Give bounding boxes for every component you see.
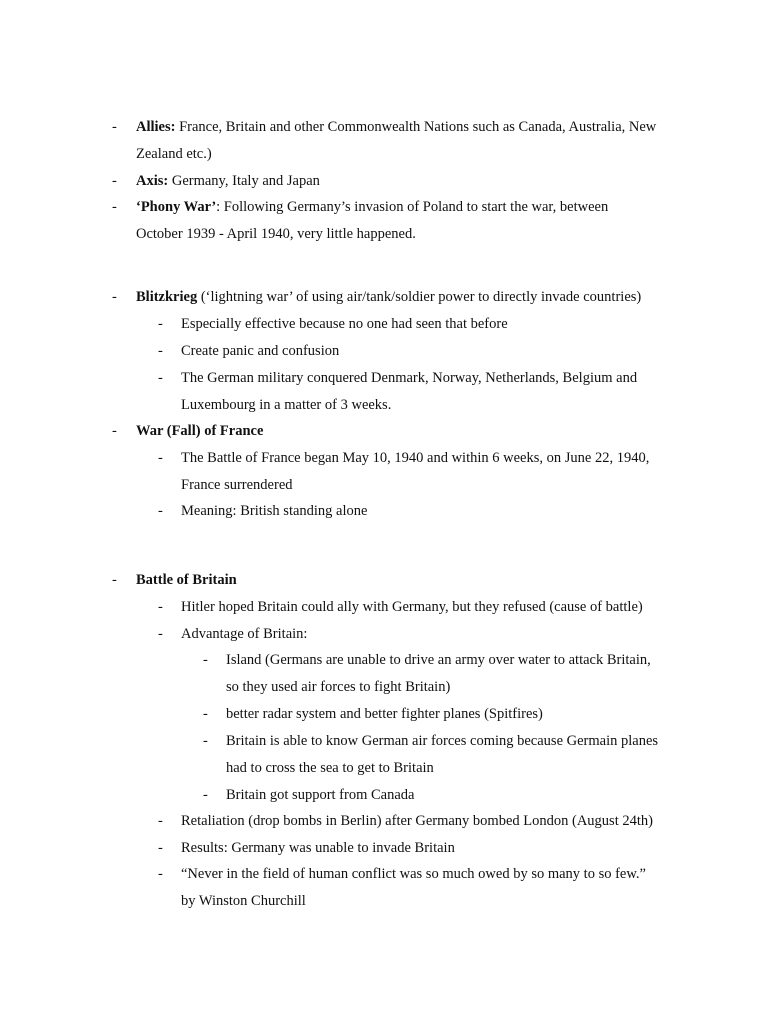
bullet-text [181,621,307,648]
bullet-text [181,338,339,365]
text-line: October 1939 - April 1940, very little happened. [136,226,416,242]
bullet-dash: - [158,316,163,332]
bullet-dash: - [158,599,163,615]
text-line: (‘lightning war’ of using air/tank/soldier power to directly invade countries) [197,289,642,305]
text-line: Germany, Italy and Japan [168,173,320,189]
text-line: Zealand etc.) [136,146,212,162]
text-line: : Following Germany’s invasion of Poland to start the war, between [216,199,609,215]
bullet-dash: - [112,572,117,588]
bullet-text [181,365,637,419]
term-bold: Blitzkrieg [136,289,198,305]
text-line: The German military conquered Denmark, Norway, Netherlands, Belgium and [181,370,638,386]
bullet-dash: - [158,343,163,359]
bullet-text [136,567,237,594]
bullet-dash: - [203,733,208,749]
bullet-dash: - [112,289,117,305]
bullet-text [226,782,414,809]
text-line: Island (Germans are unable to drive an army over water to attack Britain, [226,652,651,668]
text-line: “Never in the field of human conflict was so much owed by so many to so few.” [181,866,646,882]
bullet-text [226,647,651,701]
bullet-text [181,808,653,835]
bullet-dash: - [112,199,117,215]
text-line: Meaning: British standing alone [181,503,368,519]
text-line: had to cross the sea to get to Britain [226,760,434,776]
bullet-text [181,311,508,338]
bullet-text [226,728,658,782]
bullet-text [136,114,656,168]
bullet-text [136,284,641,311]
text-line: so they used air forces to fight Britain) [226,679,451,695]
text-line: Hitler hoped Britain could ally with Germany, but they refused (cause of battle) [181,599,643,615]
bullet-dash: - [158,503,163,519]
bullet-text [181,835,455,862]
text-line: Britain is able to know German air forces coming because Germain planes [226,733,659,749]
bullet-text [181,445,649,499]
text-line: Luxembourg in a matter of 3 weeks. [181,397,392,413]
text-line: France, Britain and other Commonwealth Nations such as Canada, Australia, New [175,119,657,135]
bullet-text [136,194,608,248]
text-line: Especially effective because no one had seen that before [181,316,508,332]
bullet-dash: - [112,119,117,135]
bullet-text [181,861,646,915]
text-line: Create panic and confusion [181,343,340,359]
bullet-text [136,168,320,195]
bullet-dash: - [158,813,163,829]
bullet-text [136,418,263,445]
bullet-dash: - [203,652,208,668]
bullet-dash: - [112,173,117,189]
term-bold: War (Fall) of France [136,423,264,439]
text-line: Retaliation (drop bombs in Berlin) after Germany bombed London (August 24th) [181,813,653,829]
text-line: France surrendered [181,477,293,493]
bullet-dash: - [203,706,208,722]
bullet-dash: - [203,787,208,803]
bullet-dash: - [158,450,163,466]
bullet-dash: - [158,866,163,882]
bullet-text [181,498,367,525]
bullet-text [226,701,543,728]
text-line: Advantage of Britain: [181,626,308,642]
bullet-dash: - [158,370,163,386]
text-line: better radar system and better fighter planes (Spitfires) [226,706,543,722]
bullet-dash: - [158,626,163,642]
term-bold: Battle of Britain [136,572,237,588]
term-bold: Axis: [136,173,169,189]
term-bold: ‘Phony War’ [136,199,217,215]
text-line: by Winston Churchill [181,893,306,909]
bullet-dash: - [112,423,117,439]
bullet-dash: - [158,840,163,856]
bullet-text [181,594,643,621]
term-bold: Allies: [136,119,176,135]
text-line: The Battle of France began May 10, 1940 and within 6 weeks, on June 22, 1940, [181,450,650,466]
text-line: Britain got support from Canada [226,787,415,803]
text-line: Results: Germany was unable to invade Britain [181,840,455,856]
